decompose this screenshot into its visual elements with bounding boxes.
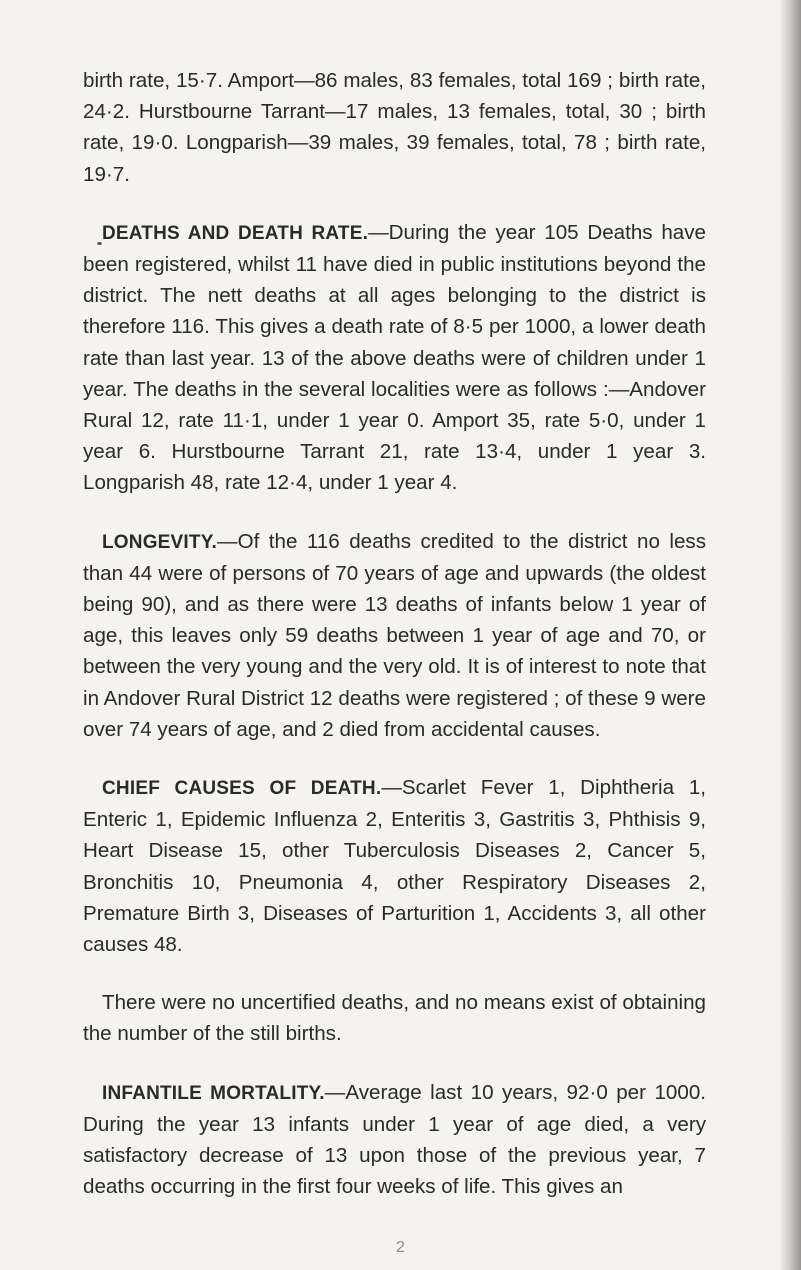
page-number: 2 <box>396 1239 405 1256</box>
paragraph-chief-causes <box>83 772 706 960</box>
paragraph-uncertified-deaths <box>83 987 706 1049</box>
paragraph-text: birth rate, 15·7. Amport—86 males, 83 females, total 169 ; birth rate, 24·2. Hurstbourne Tarrant—17 males, 13 females, total, 30 ; birth rate, 19·0. Longparish—39 males, 39 females, total, 78 ; birth rate, 19·7. <box>83 69 706 186</box>
paragraph-text: There were no uncertified deaths, and no means exist of obtaining the number of the still births. <box>83 991 706 1046</box>
section-heading-deaths: DEATHS AND DEATH RATE. <box>102 222 369 244</box>
section-heading-infantile-mortality: INFANTILE MORTALITY. <box>102 1082 325 1104</box>
print-speck <box>97 242 102 245</box>
paragraph-text: —Average last 10 years, 92·0 per 1000. During the year 13 infants under 1 year of age died, a very satisfactory decrease of 13 upon those of the previous year, 7 deaths occurring in the first four weeks of life. This gives an <box>83 1080 706 1199</box>
paragraph-text: —During the year 105 Deaths have been registered, whilst 11 have died in public institutions beyond the district. The nett deaths at all ages belonging to the district is therefore 116. This gives a death rate of 8·5 per 1000, a lower death rate than last year. 13 of the above deaths were of children under 1 year. The deaths in the several localities were as follows :—Andover Rural 12, rate 11·1, under 1 year 0. Amport 35, rate 5·0, under 1 year 6. Hurstbourne Tarrant 21, rate 13·4, under 1 year 3. Longparish 48, rate 12·4, under 1 year 4. <box>83 220 706 495</box>
section-heading-chief-causes: CHIEF CAUSES OF DEATH. <box>102 778 382 800</box>
paragraph-infantile-mortality <box>83 1077 706 1203</box>
section-heading-longevity: LONGEVITY. <box>102 531 217 553</box>
paragraph-text: —Scarlet Fever 1, Diphtheria 1, Enteric 1, Epidemic Influenza 2, Enteritis 3, Gastritis 3, Phthisis 9, Heart Disease 15, other Tuberculosis Diseases 2, Cancer 5, Bronchitis 10, Pneumonia 4, other Respiratory Diseases 2, Premature Birth 3, Diseases of Parturition 1, Accidents 3, all other causes 48. <box>83 776 706 957</box>
page-edge-shadow <box>779 0 801 1270</box>
paragraph-longevity <box>83 526 706 745</box>
paragraph-births-continued <box>83 65 706 190</box>
text-column <box>83 65 706 1203</box>
paragraph-text: —Of the 116 deaths credited to the district no less than 44 were of persons of 70 years of age and upwards (the oldest being 90), and as there were 13 deaths of infants below 1 year of age, this leaves only 59 deaths between 1 year of age and 70, or between the very young and the very old. It is of interest to note that in Andover Rural District 12 deaths were registered ; of these 9 were over 74 years of age, and 2 died from accidental causes. <box>83 529 706 741</box>
paragraph-deaths-and-death-rate <box>83 217 706 499</box>
